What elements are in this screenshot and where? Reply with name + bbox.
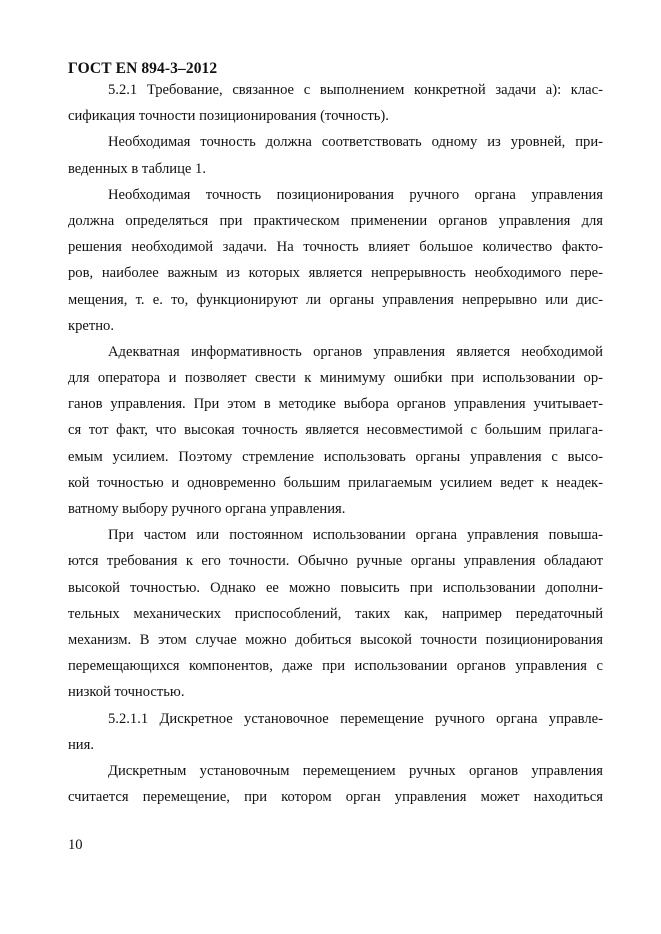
text-line: Дискретным установочным перемещением ручных органов управления [108,762,603,779]
text-line: веденных в таблице 1. [68,160,206,177]
text-line: перемещающихся компонентов, даже при использовании органов управления с [68,658,603,675]
text-line: высокой точностью. Однако ее можно повысить при использовании дополни- [68,579,603,596]
text-line: емым усилием. Поэтому стремление использовать органы управления с высо- [68,448,603,465]
text-line: сификация точности позиционирования (точность). [68,108,389,125]
page-number: 10 [68,837,83,853]
text-line: 5.2.1 Требование, связанное с выполнением конкретной задачи а): клас- [108,82,603,98]
text-line: кой точностью и одновременно большим прилагаемым усилием ведет к неадек- [68,474,603,491]
text-line: для оператора и позволяет свести к минимуму ошибки при использовании ор- [68,370,603,387]
text-line: мещения, т. е. то, функционируют ли органы управления непрерывно или дис- [68,291,603,308]
text-line: Необходимая точность позиционирования ручного органа управления [108,186,603,203]
text-line: должна определяться при практическом применении органов управления для [68,212,603,229]
text-line: низкой точностью. [68,684,185,701]
text-line: решения необходимой задачи. На точность влияет большое количество факто- [68,239,603,256]
document-header: ГОСТ EN 894-3–2012 [68,60,218,77]
text-line: кретно. [68,317,114,334]
text-line: тельных механических приспособлений, таких как, например передаточный [68,605,603,622]
text-line: ганов управления. При этом в методике выбора органов управления учитывает- [68,396,603,413]
text-line: ся тот факт, что высокая точность является несовместимой с большим прилага- [68,422,603,439]
text-line: ния. [68,736,94,753]
text-line: Необходимая точность должна соответствовать одному из уровней, при- [108,134,603,151]
text-line: считается перемещение, при котором орган управления может находиться [68,789,603,806]
text-line: 5.2.1.1 Дискретное установочное перемещение ручного органа управле- [108,710,603,727]
text-line: ватному выбору ручного органа управления. [68,501,346,517]
text-line: При частом или постоянном использовании органа управления повыша- [108,527,603,544]
text-line: ров, наиболее важным из которых является непрерывность необходимого пере- [68,265,603,282]
document-body [68,77,603,810]
text-line: Адекватная информативность органов управления является необходимой [108,343,603,360]
text-line: ются требования к его точности. Обычно ручные органы управления обладают [68,553,603,570]
text-line: механизм. В этом случае можно добиться высокой точности позиционирования [68,631,603,648]
